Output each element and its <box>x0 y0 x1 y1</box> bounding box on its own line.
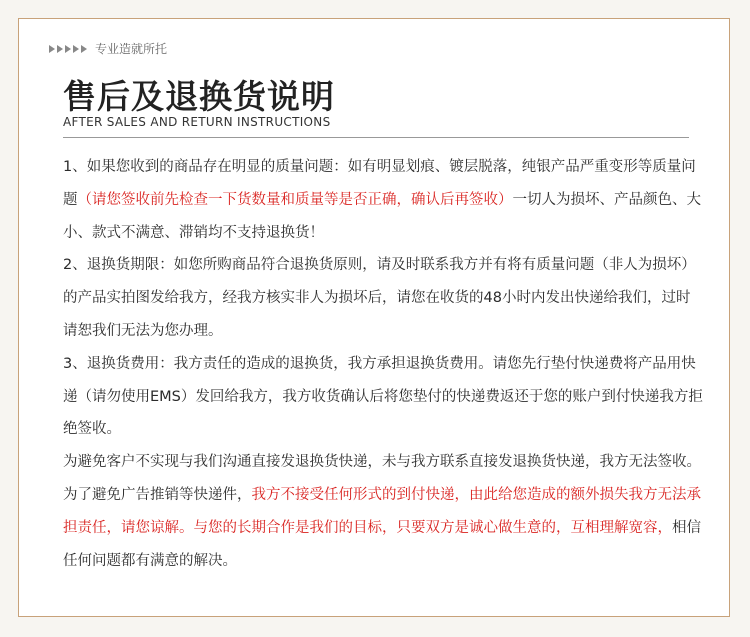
section-quality <box>63 151 703 249</box>
tagline <box>49 40 167 57</box>
section-notice-warning: 我方不接受任何形式的到付快递，由此给您造成的额外损失我方无法承担责任，请您谅解。与您的长期合作是我们的目标，只要双方是诚心做生意的，互相理解宽容， <box>63 486 701 536</box>
section-fees: 3、退换货费用：我方责任的造成的退换货，我方承担退换货费用。请您先行垫付快递费将产品用快递（请勿使用EMS）发回给我方，我方收货确认后将您垫付的快递费返还于您的账户到付快递我方拒绝签收。 <box>63 355 703 438</box>
title-divider <box>63 137 689 138</box>
section-notice <box>63 446 703 577</box>
section-quality-note: 一切人为损坏、产品颜色、大小、款式不满意、滞销均不支持退换货！ <box>63 191 701 241</box>
content-frame <box>18 18 730 617</box>
section-period: 2、退换货期限：如您所购商品符合退换货原则，请及时联系我方并有将有质量问题（非人为损坏）的产品实拍图发给我方，经我方核实非人为损坏后，请您在收货的48小时内发出快递给我们，过时请恕我们无法为您办理。 <box>63 257 696 339</box>
page-title: 售后及退换货说明 <box>63 77 335 116</box>
chevrons-icon <box>49 45 89 53</box>
instructions-body <box>63 151 703 577</box>
tagline-text: 专业造就所托 <box>95 42 168 56</box>
section-notice-text: 为避免客户不实现与我们沟通直接发退换货快递，未与我方联系直接发退换货快递，我方无法签收。为了避免广告推销等快递件， <box>63 454 701 503</box>
section-quality-warning: （请您签收前先检查一下货数量和质量等是否正确，确认后再签收） <box>77 191 513 208</box>
section-notice-closing: 相信任何问题都有满意的解决。 <box>63 519 701 569</box>
page-subtitle: AFTER SALES AND RETURN INSTRUCTIONS <box>63 115 331 129</box>
section-quality-text: 1、如果您收到的商品存在明显的质量问题：如有明显划痕、镀层脱落，纯银产品严重变形等质量问题 <box>63 159 696 208</box>
